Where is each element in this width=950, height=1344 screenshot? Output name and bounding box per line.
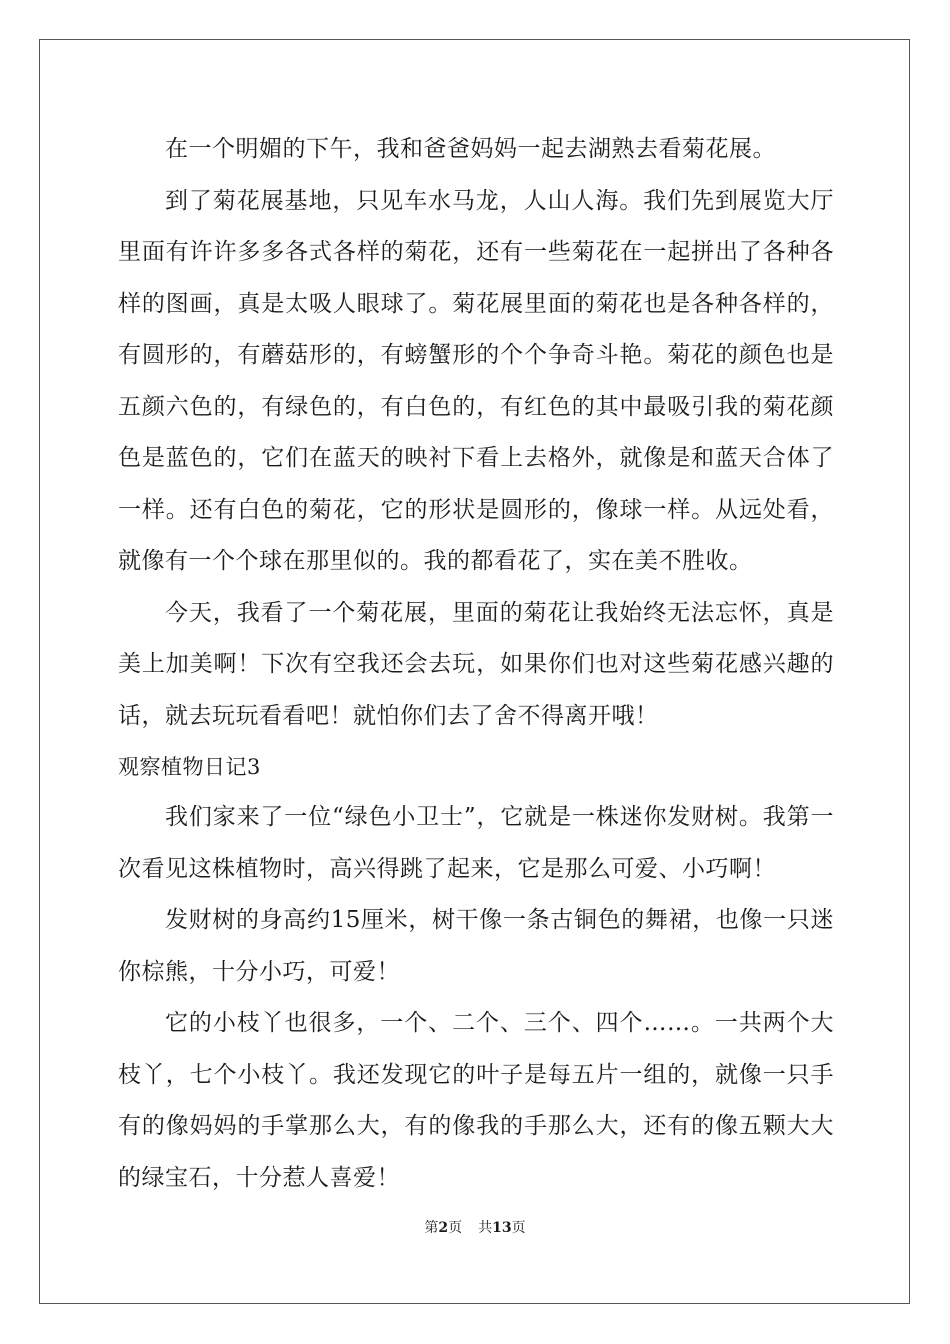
- paragraph: 到了菊花展基地，只见车水马龙，人山人海。我们先到展览大厅里面有许许多多各式各样的菊花，还有一些菊花在一起拼出了各种各样的图画，真是太吸人眼球了。菊花展里面的菊花也是各种各样的，有圆形的，有蘑菇形的，有螃蟹形的个个争奇斗艳。菊花的颜色也是五颜六色的，有绿色的，有白色的，有红色的其中最吸引我的菊花颜色是蓝色的，它们在蓝天的映衬下看上去格外，就像是和蓝天合体了一样。还有白色的菊花，它的形状是圆形的，像球一样。从远处看，就像有一个个球在那里似的。我的都看花了，实在美不胜收。: [118, 187, 834, 574]
- section-heading: 观察植物日记3: [118, 755, 261, 779]
- paragraph: 在一个明媚的下午，我和爸爸妈妈一起去湖熟去看菊花展。: [165, 136, 776, 162]
- paragraph: 发财树的身高约15厘米，树干像一条古铜色的舞裙，也像一只迷你棕熊，十分小巧，可爱！: [118, 907, 834, 985]
- footer-total-prefix: 共: [478, 1220, 493, 1236]
- page-footer: [0, 1218, 950, 1238]
- footer-page-unit: 页: [448, 1220, 463, 1236]
- paragraph: 我们家来了一位“绿色小卫士”，它就是一株迷你发财树。我第一次看见这株植物时，高兴得跳了起来，它是那么可爱、小巧啊！: [118, 804, 834, 882]
- footer-total-unit: 页: [511, 1220, 526, 1236]
- footer-prefix: 第: [424, 1220, 439, 1236]
- paragraph: 今天，我看了一个菊花展，里面的菊花让我始终无法忘怀，真是美上加美啊！下次有空我还会去玩，如果你们也对这些菊花感兴趣的话，就去玩玩看看吧！就怕你们去了舍不得离开哦！: [118, 599, 834, 729]
- footer-total-pages: 13: [492, 1220, 512, 1236]
- paragraph: 它的小枝丫也很多，一个、二个、三个、四个……。一共两个大枝丫，七个小枝丫。我还发现它的叶子是每五片一组的，就像一只手有的像妈妈的手掌那么大，有的像我的手那么大，还有的像五颗大大的绿宝石，十分惹人喜爱！: [118, 1010, 834, 1191]
- document-body: [118, 124, 834, 1204]
- footer-page-number: 2: [438, 1220, 449, 1236]
